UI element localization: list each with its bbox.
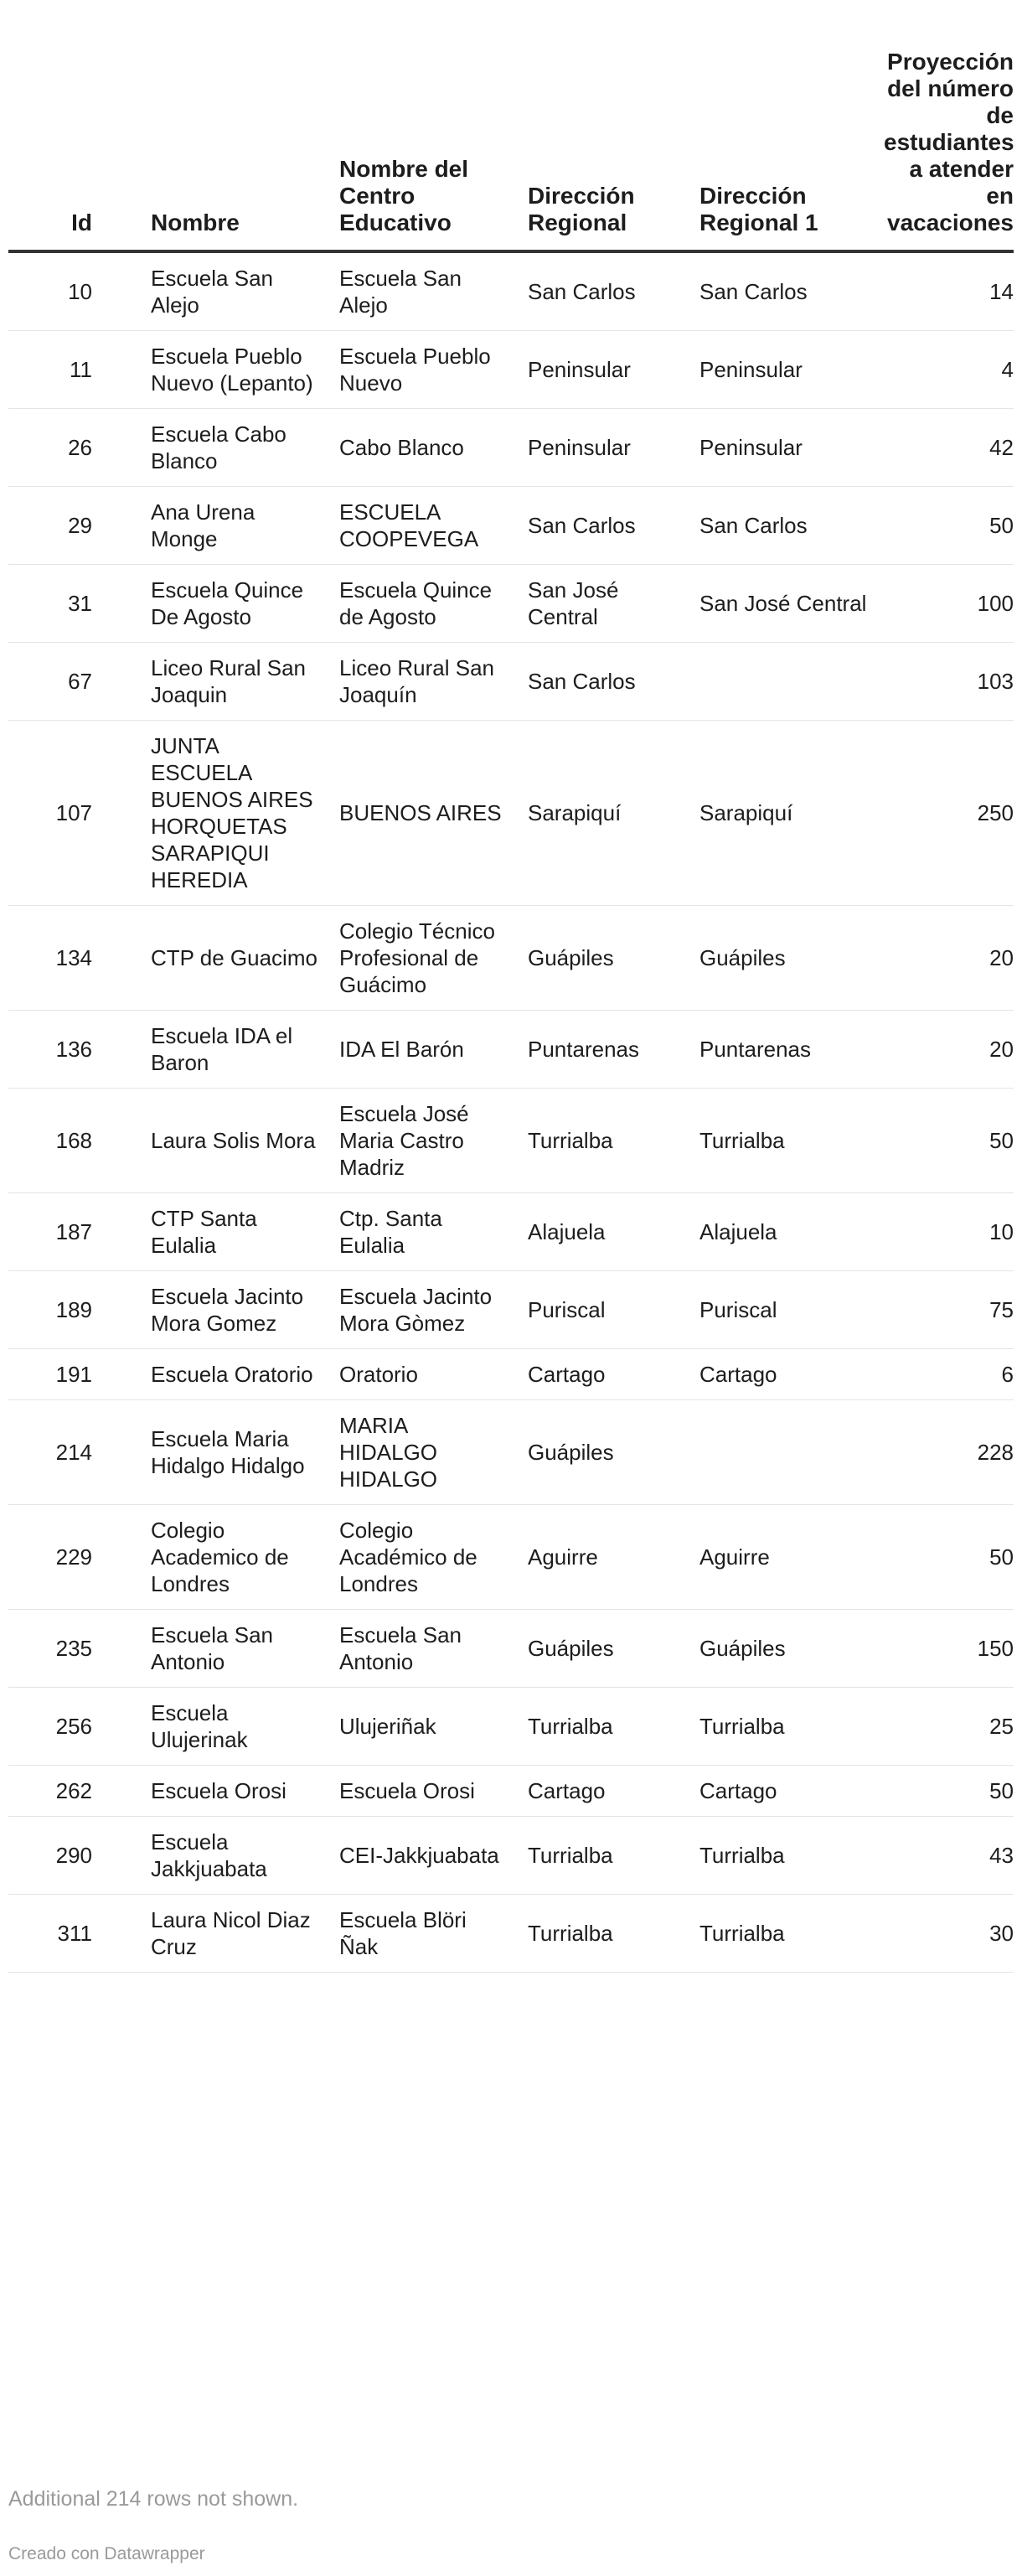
cell-id: 134 [8,906,142,1011]
table-row [8,1610,1014,1688]
cell-centro-educativo: Cabo Blanco [331,409,519,487]
additional-rows-note: Additional 214 rows not shown. [8,2487,299,2511]
cell-nombre: CTP de Guacimo [142,906,331,1011]
cell-proyeccion: 42 [875,409,1014,487]
cell-direccion-regional-1: Turrialba [691,1089,875,1193]
cell-direccion-regional: San José Central [519,565,691,643]
cell-centro-educativo: Oratorio [331,1349,519,1400]
cell-direccion-regional: Sarapiquí [519,721,691,906]
table-row [8,251,1014,331]
cell-nombre: JUNTA ESCUELA BUENOS AIRES HORQUETAS SARAPIQUI HEREDIA [142,721,331,906]
cell-proyeccion: 6 [875,1349,1014,1400]
cell-centro-educativo: Colegio Técnico Profesional de Guácimo [331,906,519,1011]
cell-id: 11 [8,331,142,409]
cell-proyeccion: 50 [875,487,1014,565]
cell-direccion-regional-1: San Carlos [691,487,875,565]
cell-nombre: Escuela Ulujerinak [142,1688,331,1766]
cell-direccion-regional-1: Peninsular [691,409,875,487]
cell-nombre: Escuela Orosi [142,1766,331,1817]
cell-id: 67 [8,643,142,721]
cell-nombre: Escuela Maria Hidalgo Hidalgo [142,1400,331,1505]
cell-id: 311 [8,1895,142,1973]
cell-direccion-regional: Turrialba [519,1688,691,1766]
cell-proyeccion: 20 [875,906,1014,1011]
cell-direccion-regional: San Carlos [519,643,691,721]
cell-direccion-regional-1 [691,1400,875,1505]
cell-direccion-regional-1: Guápiles [691,906,875,1011]
cell-id: 290 [8,1817,142,1895]
table-row [8,565,1014,643]
cell-nombre: Escuela San Alejo [142,251,331,331]
cell-proyeccion: 75 [875,1271,1014,1349]
cell-proyeccion: 100 [875,565,1014,643]
cell-id: 256 [8,1688,142,1766]
data-table [8,0,1014,1973]
cell-id: 168 [8,1089,142,1193]
table-row [8,1895,1014,1973]
cell-direccion-regional: Peninsular [519,331,691,409]
cell-direccion-regional: Puntarenas [519,1011,691,1089]
table-row [8,1271,1014,1349]
cell-direccion-regional: Guápiles [519,1400,691,1505]
cell-direccion-regional: Aguirre [519,1505,691,1610]
cell-proyeccion: 14 [875,251,1014,331]
cell-centro-educativo: ESCUELA COOPEVEGA [331,487,519,565]
cell-nombre: Ana Urena Monge [142,487,331,565]
cell-direccion-regional: Guápiles [519,1610,691,1688]
cell-direccion-regional: Turrialba [519,1089,691,1193]
cell-centro-educativo: Colegio Académico de Londres [331,1505,519,1610]
cell-centro-educativo: Escuela San Alejo [331,251,519,331]
cell-direccion-regional-1: Puriscal [691,1271,875,1349]
table-row [8,906,1014,1011]
cell-nombre: Colegio Academico de Londres [142,1505,331,1610]
cell-direccion-regional-1: Turrialba [691,1817,875,1895]
cell-id: 10 [8,251,142,331]
cell-proyeccion: 10 [875,1193,1014,1271]
cell-direccion-regional-1: Peninsular [691,331,875,409]
cell-nombre: Escuela Jakkjuabata [142,1817,331,1895]
table-row [8,721,1014,906]
table-row [8,1089,1014,1193]
cell-direccion-regional-1: San José Central [691,565,875,643]
table-row [8,1400,1014,1505]
cell-id: 26 [8,409,142,487]
cell-direccion-regional: Cartago [519,1766,691,1817]
cell-nombre: Laura Nicol Diaz Cruz [142,1895,331,1973]
cell-id: 31 [8,565,142,643]
cell-centro-educativo: CEI-Jakkjuabata [331,1817,519,1895]
cell-direccion-regional: Guápiles [519,906,691,1011]
cell-centro-educativo: BUENOS AIRES [331,721,519,906]
cell-id: 187 [8,1193,142,1271]
column-header-direccion-regional[interactable]: Dirección Regional [519,0,691,251]
cell-centro-educativo: Ctp. Santa Eulalia [331,1193,519,1271]
table-row [8,1349,1014,1400]
cell-direccion-regional-1: Turrialba [691,1895,875,1973]
cell-direccion-regional-1: Puntarenas [691,1011,875,1089]
cell-direccion-regional: San Carlos [519,487,691,565]
cell-direccion-regional: Puriscal [519,1271,691,1349]
cell-nombre: Laura Solis Mora [142,1089,331,1193]
cell-centro-educativo: Liceo Rural San Joaquín [331,643,519,721]
cell-proyeccion: 103 [875,643,1014,721]
cell-nombre: CTP Santa Eulalia [142,1193,331,1271]
cell-direccion-regional-1: San Carlos [691,251,875,331]
table-row [8,1688,1014,1766]
cell-id: 235 [8,1610,142,1688]
cell-id: 107 [8,721,142,906]
cell-nombre: Escuela Pueblo Nuevo (Lepanto) [142,331,331,409]
column-header-centro-educativo[interactable]: Nombre del Centro Educativo [331,0,519,251]
cell-proyeccion: 50 [875,1089,1014,1193]
table-row [8,409,1014,487]
column-header-direccion-regional-1[interactable]: Dirección Regional 1 [691,0,875,251]
cell-nombre: Escuela Jacinto Mora Gomez [142,1271,331,1349]
cell-id: 136 [8,1011,142,1089]
table-row [8,487,1014,565]
column-header-nombre[interactable]: Nombre [142,0,331,251]
cell-id: 191 [8,1349,142,1400]
cell-direccion-regional: Alajuela [519,1193,691,1271]
table-row [8,331,1014,409]
cell-centro-educativo: Escuela José Maria Castro Madriz [331,1089,519,1193]
table-row [8,1766,1014,1817]
cell-direccion-regional: San Carlos [519,251,691,331]
cell-nombre: Escuela Oratorio [142,1349,331,1400]
cell-centro-educativo: Escuela Jacinto Mora Gòmez [331,1271,519,1349]
cell-centro-educativo: IDA El Barón [331,1011,519,1089]
column-header-id[interactable]: Id [8,0,142,251]
cell-proyeccion: 50 [875,1505,1014,1610]
table-row [8,1817,1014,1895]
cell-nombre: Escuela IDA el Baron [142,1011,331,1089]
cell-centro-educativo: Escuela Blöri Ñak [331,1895,519,1973]
cell-centro-educativo: Escuela Pueblo Nuevo [331,331,519,409]
cell-direccion-regional: Peninsular [519,409,691,487]
cell-id: 229 [8,1505,142,1610]
cell-centro-educativo: MARIA HIDALGO HIDALGO [331,1400,519,1505]
cell-nombre: Escuela Cabo Blanco [142,409,331,487]
cell-direccion-regional-1: Aguirre [691,1505,875,1610]
cell-id: 189 [8,1271,142,1349]
column-header-proyeccion[interactable]: Proyección del número de estudiantes a atender en vacaciones [875,0,1014,251]
table-row [8,643,1014,721]
cell-proyeccion: 150 [875,1610,1014,1688]
cell-centro-educativo: Escuela San Antonio [331,1610,519,1688]
cell-proyeccion: 228 [875,1400,1014,1505]
cell-proyeccion: 20 [875,1011,1014,1089]
cell-direccion-regional-1: Alajuela [691,1193,875,1271]
header-row [8,0,1014,251]
cell-direccion-regional-1: Guápiles [691,1610,875,1688]
cell-id: 214 [8,1400,142,1505]
table-row [8,1011,1014,1089]
cell-direccion-regional-1: Sarapiquí [691,721,875,906]
cell-direccion-regional: Cartago [519,1349,691,1400]
cell-nombre: Liceo Rural San Joaquin [142,643,331,721]
cell-proyeccion: 30 [875,1895,1014,1973]
cell-nombre: Escuela San Antonio [142,1610,331,1688]
cell-id: 262 [8,1766,142,1817]
cell-nombre: Escuela Quince De Agosto [142,565,331,643]
cell-direccion-regional-1 [691,643,875,721]
cell-direccion-regional-1: Turrialba [691,1688,875,1766]
table-row [8,1193,1014,1271]
cell-centro-educativo: Escuela Orosi [331,1766,519,1817]
cell-proyeccion: 43 [875,1817,1014,1895]
table-row [8,1505,1014,1610]
table-body [8,251,1014,1973]
cell-proyeccion: 4 [875,331,1014,409]
cell-centro-educativo: Ulujeriñak [331,1688,519,1766]
cell-direccion-regional-1: Cartago [691,1766,875,1817]
datawrapper-credit: Creado con Datawrapper [8,2544,205,2563]
cell-id: 29 [8,487,142,565]
cell-direccion-regional-1: Cartago [691,1349,875,1400]
cell-direccion-regional: Turrialba [519,1895,691,1973]
cell-proyeccion: 250 [875,721,1014,906]
cell-proyeccion: 25 [875,1688,1014,1766]
cell-centro-educativo: Escuela Quince de Agosto [331,565,519,643]
cell-proyeccion: 50 [875,1766,1014,1817]
cell-direccion-regional: Turrialba [519,1817,691,1895]
